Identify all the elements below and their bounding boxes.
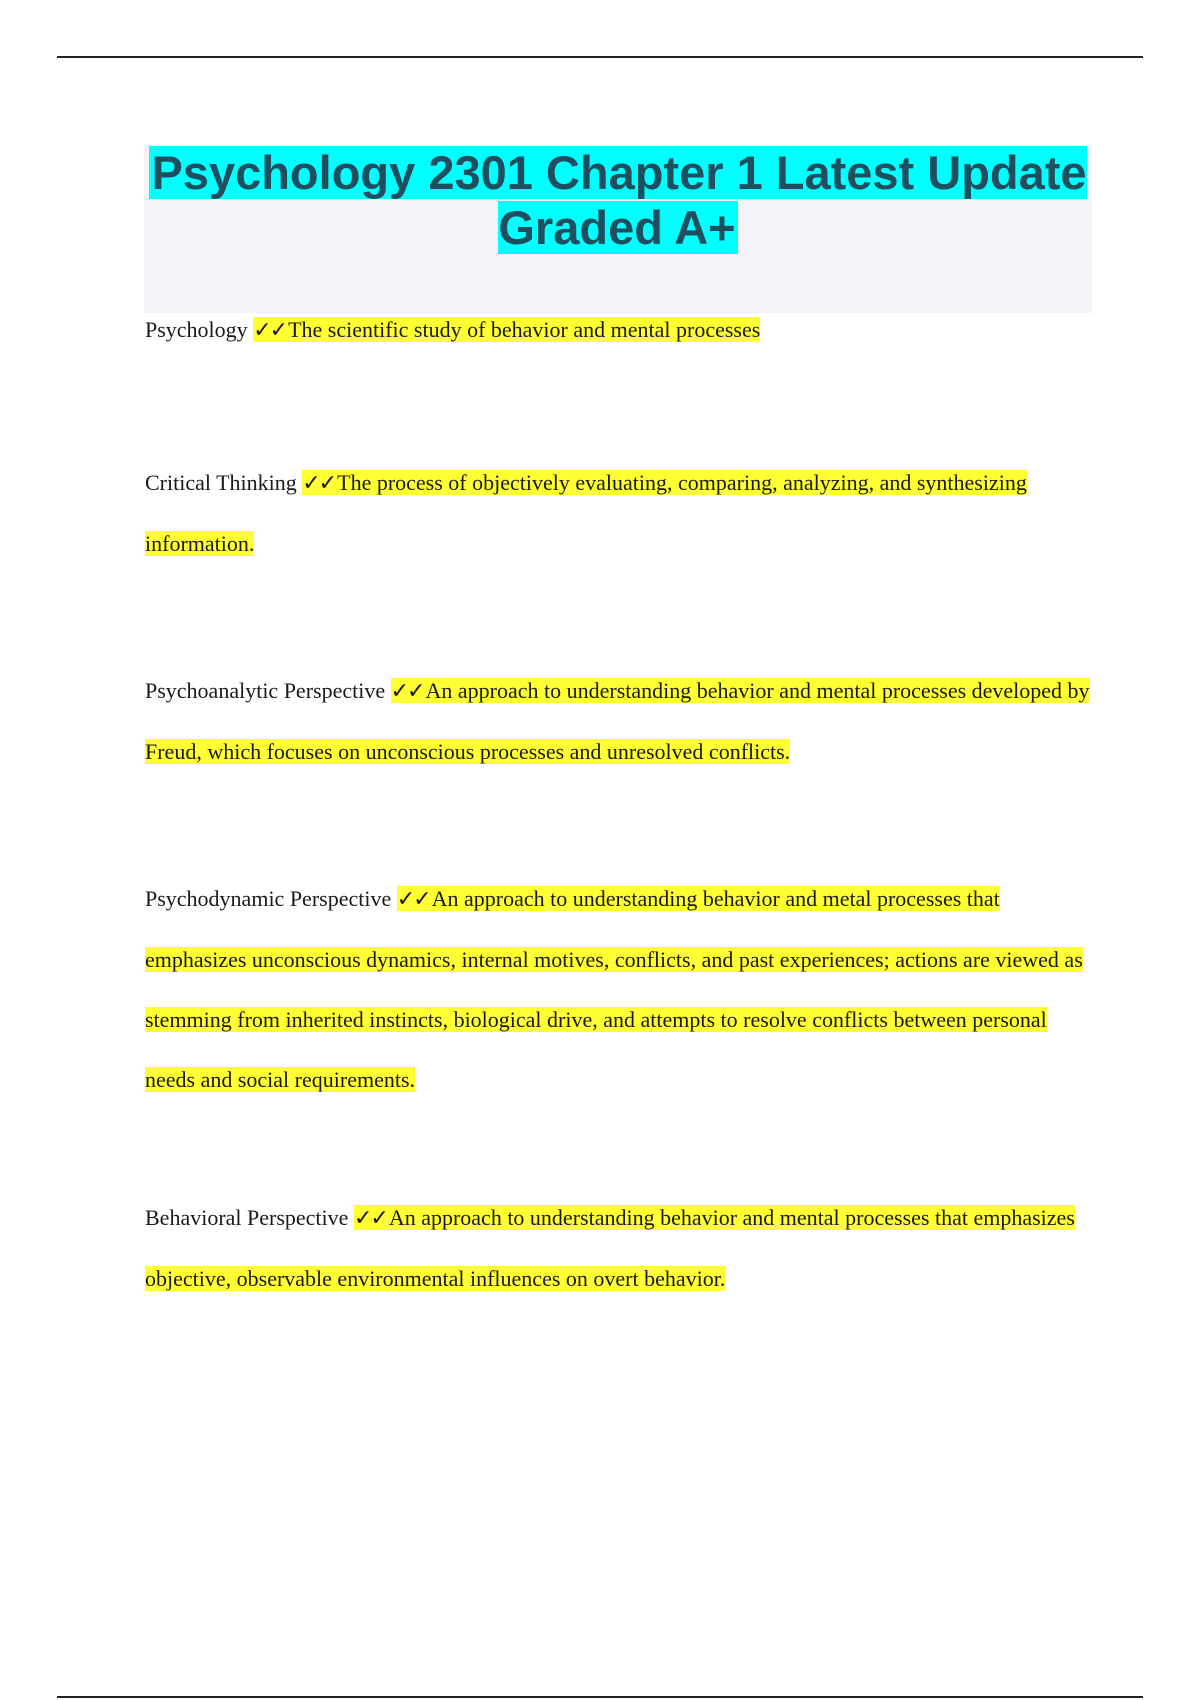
entry-term: Critical Thinking (145, 470, 297, 495)
entry-behavioral-perspective (145, 1188, 1095, 1309)
entry-term: Behavioral Perspective (145, 1205, 349, 1230)
double-check-icon: ✓✓ (353, 1206, 387, 1231)
double-check-icon: ✓✓ (390, 679, 424, 704)
entry-definition (145, 886, 1083, 1092)
entry-term: Psychoanalytic Perspective (145, 678, 386, 703)
top-rule (57, 56, 1143, 58)
entry-definition-text: An approach to understanding behavior and mental processes developed by Freud, which focuses on unconscious processes and unresolved conflicts. (145, 678, 1090, 764)
entry-definition (253, 317, 760, 342)
entry-definition-text: The scientific study of behavior and mental processes (288, 317, 761, 342)
entry-term: Psychology (145, 317, 248, 342)
entry-psychology (145, 300, 1095, 361)
entry-psychoanalytic-perspective (145, 661, 1095, 782)
entry-definition-text: An approach to understanding behavior and metal processes that emphasizes unconscious dynamics, internal motives, conflicts, and past experiences; actions are viewed as stemming from inherited instincts, biological drive, and attempts to resolve conflicts between personal needs and social requirements. (145, 886, 1083, 1092)
entry-psychodynamic-perspective (145, 869, 1095, 1110)
document-title-text: Psychology 2301 Chapter 1 Latest Update Graded A+ (151, 146, 1087, 254)
entry-critical-thinking (145, 453, 1095, 574)
double-check-icon: ✓✓ (396, 887, 430, 912)
bottom-rule (57, 1696, 1143, 1698)
entry-definition-text: An approach to understanding behavior and mental processes that emphasizes objective, observable environmental influences on overt behavior. (145, 1205, 1075, 1291)
entry-term: Psychodynamic Perspective (145, 886, 392, 911)
double-check-icon: ✓✓ (253, 318, 287, 343)
document-title (144, 145, 1092, 255)
double-check-icon: ✓✓ (302, 471, 336, 496)
entry-definition-text: The process of objectively evaluating, comparing, analyzing, and synthesizing information. (145, 470, 1027, 556)
